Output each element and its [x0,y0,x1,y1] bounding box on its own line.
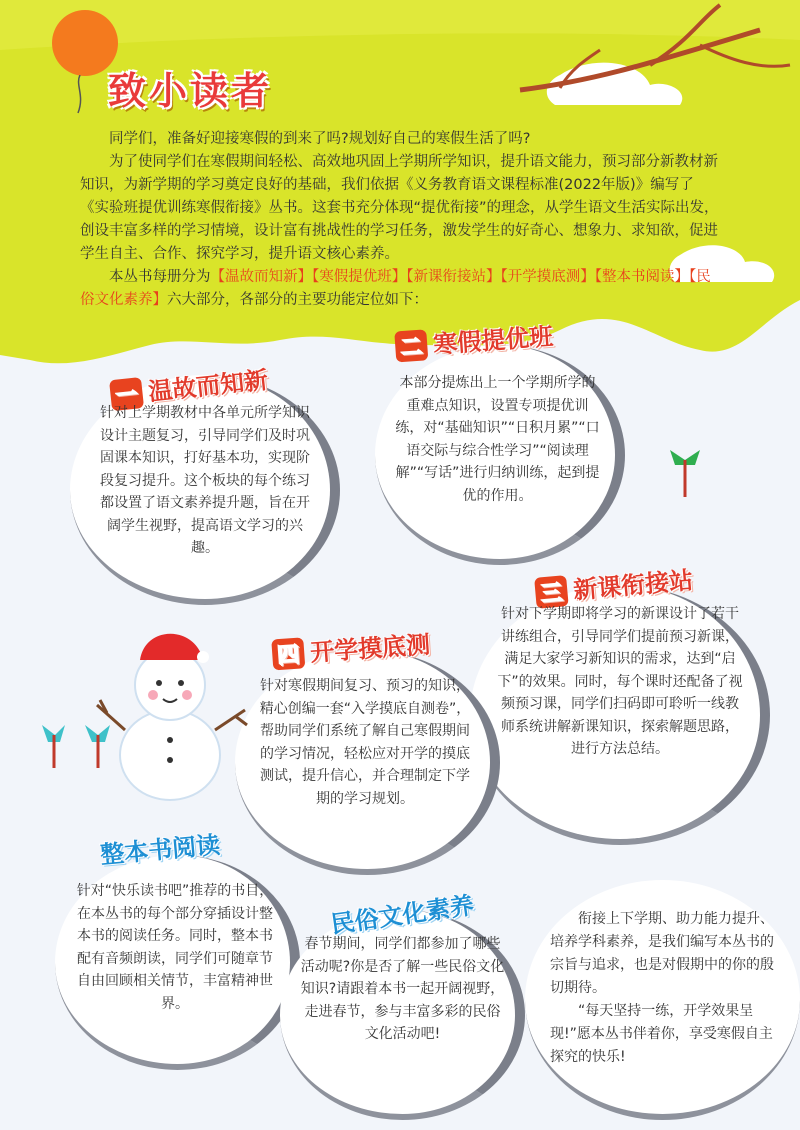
section-2-title-text: 寒假提优班 [432,322,554,359]
snowman-icon [95,615,255,805]
section-1-number: 一 [109,377,144,411]
intro-p3-sections: 【温故而知新】【寒假提优班】【新课衔接站】【开学摸底测】【整本书阅读】【民俗文化素养】 [80,269,711,308]
section-2-text: 本部分提炼出上一个学期所学的重难点知识，设置专项提优训练，对“基础知识”“日积月累”“口语交际与综合性学习”“阅读理解”“写话”进行归纳训练，起到提优的作用。 [395,375,600,504]
section-5-title: 整本书阅读 [99,830,222,870]
tree-icon-2 [40,720,120,770]
section-1-text: 针对上学期教材中各单元所学知识设计主题复习，引导同学们及时巩固课本知识，打好基本功，实现阶段复习提升。这个板块的每个练习都设置了语文素养提升题，旨在开阔学生视野，提高语文学习的兴趣。 [100,405,310,556]
section-3-title-text: 新课衔接站 [572,566,695,605]
section-2-number: 二 [394,329,428,362]
section-4-number: 四 [271,637,305,670]
section-1-title-text: 温故而知新 [147,365,270,407]
section-3-number: 三 [534,575,569,609]
page-title: 致小读者 [108,69,273,113]
intro-p3-before: 本丛书每册分为 [109,269,211,285]
intro-paragraph-1: 同学们，准备好迎接寒假的到来了吗?规划好自己的寒假生活了吗? [109,131,531,147]
section-4-text: 针对寒假期间复习、预习的知识，精心创编一套“入学摸底自测卷”，帮助同学们系统了解自己寒假期间的学习情况，轻松应对开学的摸底测试，提升信心，并合理制定下学期的学习规划。 [259,678,471,807]
closing-paragraph-1: 衔接上下学期、助力能力提升、培养学科素养，是我们编写本丛书的宗旨与追求，也是对假期中的你的殷切期待。 [550,911,774,996]
closing-paragraph-2: “每天坚持一练，开学效果呈现!”愿本丛书伴着你，享受寒假自主探究的快乐! [550,1003,773,1065]
section-6-title: 民俗文化素养 [329,891,476,939]
section-5-text: 针对“快乐读书吧”推荐的书目，在本丛书的每个部分穿插设计整本书的阅读任务。同时，整本书配有音频朗读，同学们可随章节自由回顾相关情节，丰富精神世界。 [76,883,274,1012]
balloon-string-icon [70,75,90,115]
section-4-title-text: 开学摸底测 [309,630,431,667]
intro-paragraph-2: 为了使同学们在寒假期间轻松、高效地巩固上学期所学知识，提升语文能力，预习部分新教材新知识，为新学期的学习奠定良好的基础，我们依据《义务教育语文课程标准(2022年版)》编写了《实验班提优训练寒假衔接》丛书。这套书充分体现“提优衔接”的理念，从学生语文生活实际出发，创设丰富多样的学习情境，设计富有挑战性的学习任务，激发学生的好奇心、想象力、求知欲，促进学生自主、合作、探究学习，提升语文核心素养。 [80,154,719,262]
section-6-text: 春节期间，同学们都参加了哪些活动呢?你是否了解一些民俗文化知识?请跟着本书一起开阔视野，走进春节，参与丰富多彩的民俗文化活动吧! [300,936,505,1042]
closing-text [550,908,775,1069]
intro-paragraph-3 [80,266,720,312]
section-3-text: 针对下学期即将学习的新课设计了若干讲练组合，引导同学们提前预习新课，满足大家学习新知识的需求，达到“启下”的效果。同时，每个课时还配备了视频预习课，同学们扫码即可聆听一线教师系统讲解新课知识，探索解题思路，进行方法总结。 [497,606,743,757]
intro-text [80,128,720,312]
tree-icon [665,445,705,500]
intro-p3-after: 六大部分，各部分的主要功能定位如下： [167,292,428,308]
